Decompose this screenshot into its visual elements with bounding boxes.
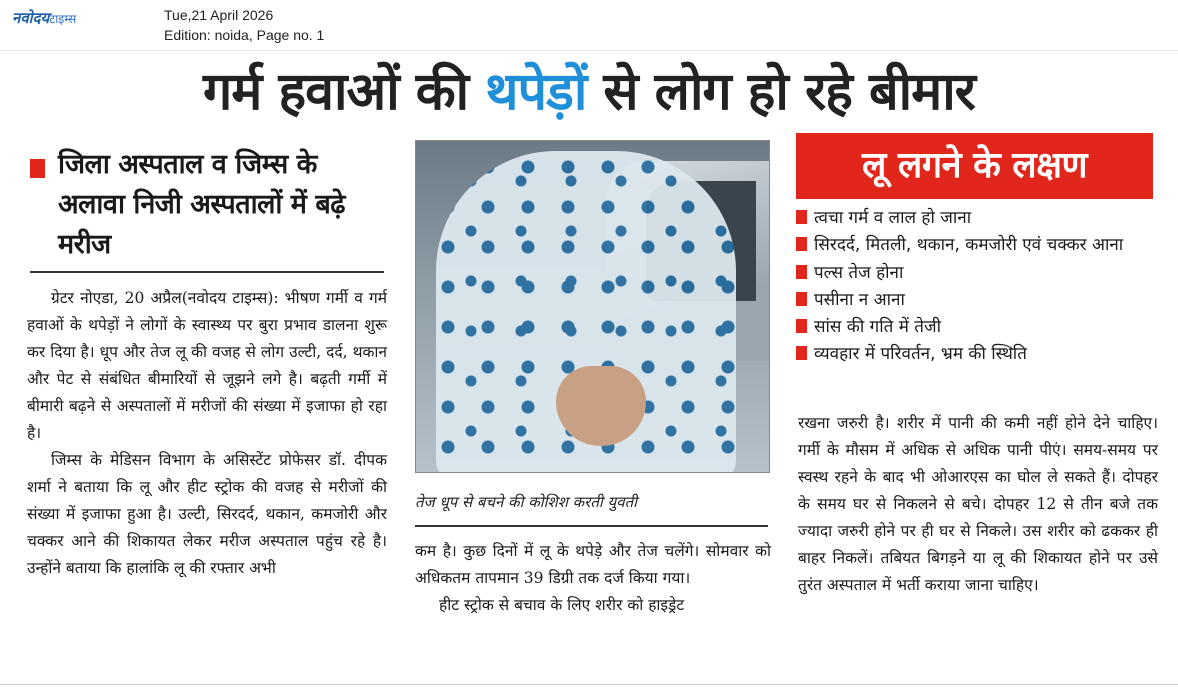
article-subhead	[30, 145, 384, 265]
red-square-bullet-icon	[796, 292, 807, 306]
edition-meta	[164, 5, 324, 45]
body-paragraph-1: ग्रेटर नोएडा, 20 अप्रैल(नवोदय टाइम्स): भीषण गर्मी व गर्म हवाओं के थपेड़ों ने लोगों के स्वास्थ्य पर बुरा प्रभाव डालना शुरू कर दिया है। धूप और तेज लू की वजह से लोग उल्टी, दर्द, थकान और पेट से संबंधित बीमारियों से जूझने लगे है। बढ़ती गर्मी में बीमारी बढ़ने से अस्पतालों में मरीजों की संख्या में इजाफा हो रहा है।	[27, 289, 387, 442]
symptom-text: पसीना न आना	[814, 289, 905, 310]
body-paragraph-4: हीट स्ट्रोक से बचाव के लिए शरीर को हाइड्रेट	[439, 596, 685, 614]
page-bottom-divider	[0, 684, 1178, 685]
symptom-text: पल्स तेज होना	[814, 262, 904, 283]
newspaper-logo[interactable]	[12, 8, 76, 28]
body-column-middle	[415, 538, 771, 619]
red-square-bullet-icon	[796, 265, 807, 279]
red-square-bullet-icon	[30, 159, 45, 178]
article-headline	[0, 50, 1178, 135]
photo-caption: तेज धूप से बचने की कोशिश करती युवती	[415, 493, 638, 511]
body-paragraph-5: रखना जरुरी है। शरीर में पानी की कमी नहीं होने देने चाहिए। गर्मी के मौसम में अधिक से अधिक पानी पीएं। समय-समय पर स्वस्थ रहने के बाद भी ओआरएस का घोल ले सकते हैं। दोपहर के समय घर से निकलने से बचे। दोपहर 12 से तीन बजे तक ज्यादा जरुरी होने पर ही घर से निकले। उस शरीर को ढककर ही बाहर निकलें। तबियत बिगड़ने या लू की शिकायत होने पर उसे तुरंत अस्पताल में भर्ती कराया जाना चाहिए।	[798, 414, 1158, 594]
edition-info: Edition: noida, Page no. 1	[164, 27, 325, 43]
symptoms-list	[796, 205, 1156, 369]
symptom-text: सिरदर्द, मितली, थकान, कमजोरी एवं चक्कर आना	[814, 235, 1124, 256]
body-paragraph-3: कम है। कुछ दिनों में लू के थपेड़े और तेज चलेंगे। सोमवार को अधिकतम तापमान 39 डिग्री तक दर्ज किया गया।	[415, 542, 771, 587]
body-paragraph-2: जिम्स के मेडिसन विभाग के असिस्टेंट प्रोफेसर डॉ. दीपक शर्मा ने बताया कि लू और हीट स्ट्रोक की वजह से मरीजों की संख्या में इजाफा हुआ है। उल्टी, सिरदर्द, थकान, कमजोरी और चक्कर आने की शिकायत लेकर मरीज अस्पताल पहुंच रहे है। उन्होंने बताया कि हालांकि लू की रफ्तार अभी	[27, 451, 387, 577]
symptom-item	[796, 314, 1156, 341]
symptoms-box-title: लू लगने के लक्षण	[796, 133, 1153, 199]
issue-date: Tue,21 April 2026	[164, 7, 274, 23]
headline-highlight: थपेड़ों	[485, 62, 587, 122]
red-square-bullet-icon	[796, 346, 807, 360]
symptom-item	[796, 341, 1156, 368]
article-photo[interactable]	[415, 140, 770, 473]
subhead-text: जिला अस्पताल व जिम्स के अलावा निजी अस्पतालों में बढ़े मरीज	[58, 149, 345, 260]
logo-secondary: टाइम्स	[49, 12, 77, 26]
masthead-bar	[0, 0, 1178, 51]
headline-part-1: गर्म हवाओं की	[203, 62, 486, 122]
red-square-bullet-icon	[796, 210, 807, 224]
red-square-bullet-icon	[796, 237, 807, 251]
headline-part-2: से लोग हो रहे बीमार	[586, 62, 975, 122]
symptom-text: व्यवहार में परिवर्तन, भ्रम की स्थिति	[814, 344, 1027, 365]
subhead-divider	[30, 271, 384, 273]
caption-divider	[415, 525, 768, 527]
symptom-text: सांस की गति में तेजी	[814, 317, 941, 338]
symptom-item	[796, 287, 1156, 314]
symptom-item	[796, 205, 1156, 232]
logo-primary: नवोदय	[12, 9, 50, 27]
symptom-item	[796, 232, 1156, 259]
body-column-left	[27, 285, 387, 582]
body-column-right	[798, 410, 1158, 599]
red-square-bullet-icon	[796, 319, 807, 333]
symptom-item	[796, 260, 1156, 287]
symptom-text: त्वचा गर्म व लाल हो जाना	[814, 208, 972, 228]
